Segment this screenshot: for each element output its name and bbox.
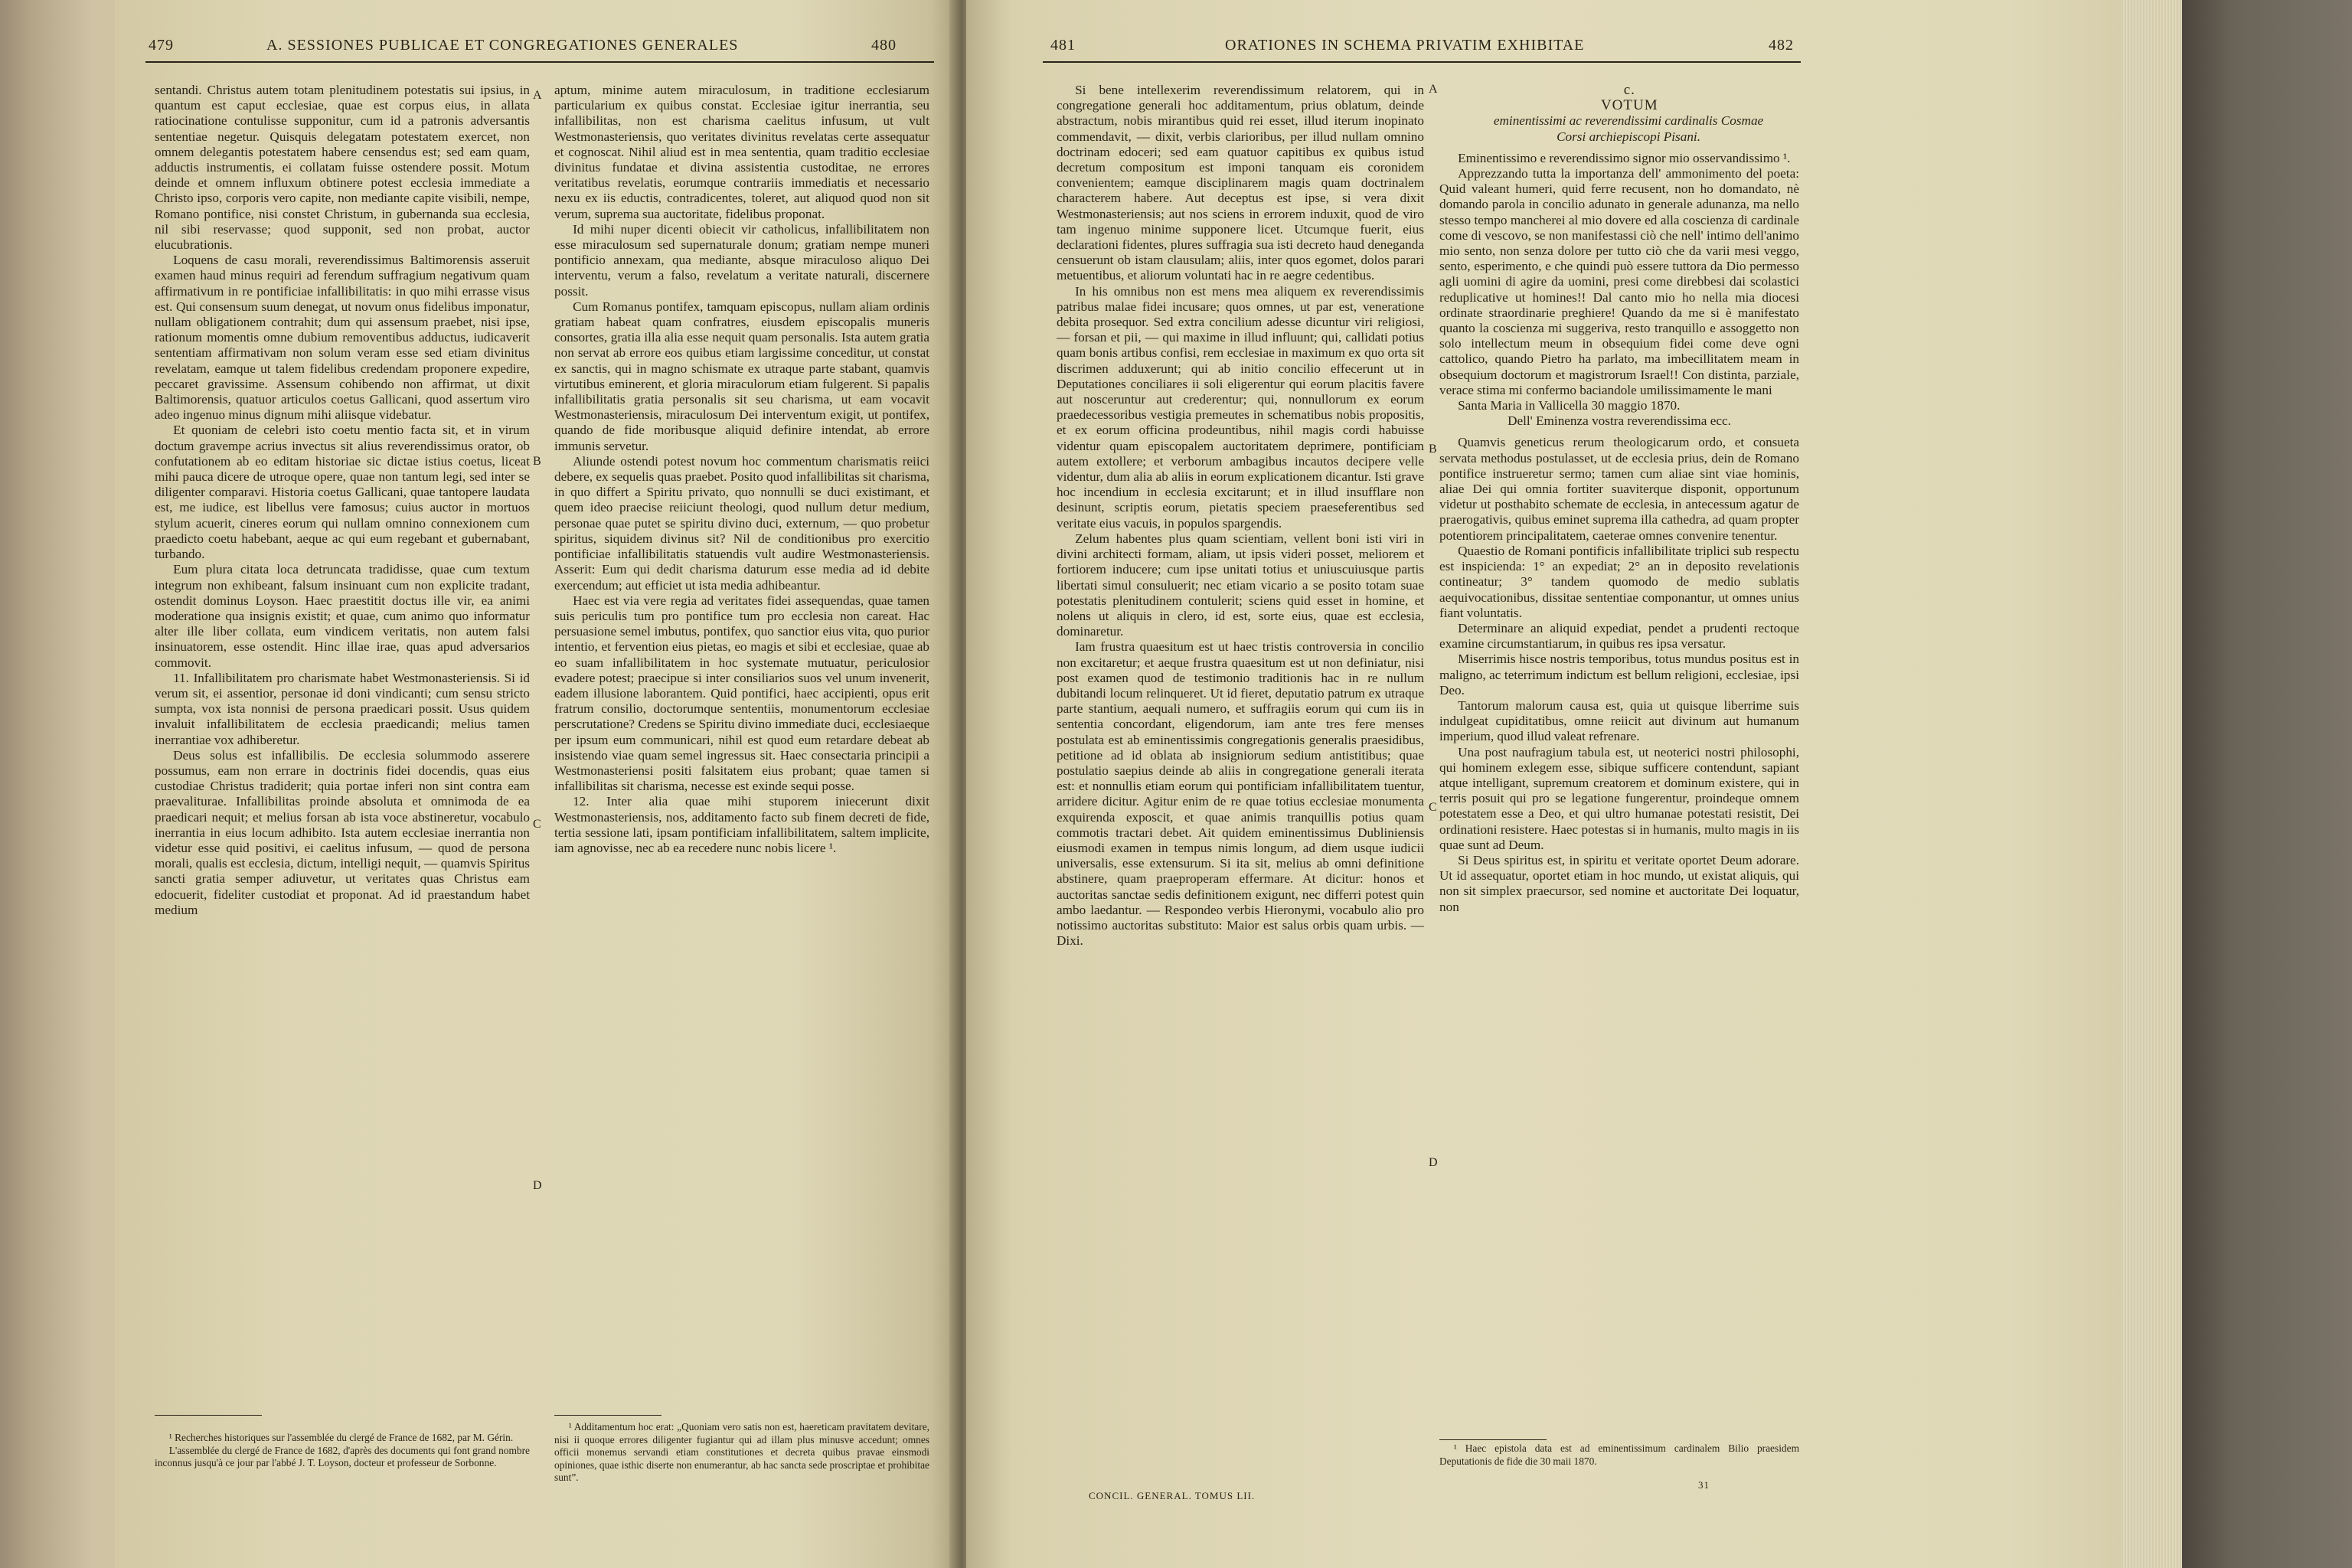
paragraph: Eum plura citata loca detruncata tradidisse, quae cum textum integrum non exhibeant, falsum insinuant cum non explicite tradant, ostendit dominus Loyson. Haec praestitit doctus ille vir, ea animi moderatione qua insignis existit; et quae, cum animo quo informatur alter ille liber collata, eum vindicem veritatis, non autem falsi insinuatorem, esse ostendit. Hinc illae irae, quas apud adversarios commovit. (155, 562, 530, 670)
paragraph: Quamvis geneticus rerum theologicarum ordo, et consueta servata methodus postulasset, ut de ecclesia prius, dein de Romano pontifice instrueretur sermo; tamen cum aliae sint viae hominis, aliae Dei qui omnia fortiter suaviterque disponit, opportunum videtur ut posthabito schemate de ecclesia, in antecessum agatur de praerogativis, quibus eminet suprema illa cathedra, ad quam propter potentiorem principalitatem, caeterae omnes convenire tenentur. (1439, 435, 1799, 543)
footnote-479 (155, 1432, 530, 1470)
footnote-480 (554, 1421, 929, 1485)
page-number-479: 479 (149, 37, 174, 54)
margin-marker-a: A (533, 89, 542, 102)
section-label: c. (1623, 83, 1635, 98)
paragraph: Una post naufragium tabula est, ut neoterici nostri philosophi, qui hominem exlegem esse, sibique sufficere contendunt, sapiant atque intelligant, supremum creatorem et dominum existere, qui in terris posuit qui pro se legatione fungerentur, proindeque omnem potestatem esse a Deo, et qui ultro humanae potestati resistit, Dei ordinationi resistere. Haec potestas si in humanis, multo magis in iis quae sunt ad Deum. (1439, 744, 1799, 852)
dateline: Santa Maria in Vallicella 30 maggio 1870. (1458, 398, 1681, 413)
margin-marker-b: B (533, 455, 541, 468)
table-surface (2182, 0, 2352, 1568)
header-rule (145, 61, 934, 63)
header-rule (1043, 61, 1801, 63)
margin-marker-c: C (533, 818, 541, 831)
votum-subtitle: Corsi archiepiscopi Pisani. (1557, 129, 1701, 144)
paragraph: Miserrimis hisce nostris temporibus, totus mundus positus est in maligno, ac teterrimum indictum est bellum religioni, ecclesiae, ipsi Deo. (1439, 652, 1799, 697)
paragraph: aptum, minime autem miraculosum, in traditione ecclesiarum particularium ex quibus constat. Ecclesiae igitur inerrantia, seu infallibilitas, non est charisma caelitus infusum, ut vult Westmonasteriensis, quo veritates divinitus revelatas certe assequatur et cognoscat. Nihil aliud est in mea sententia, quam traditio ecclesiae divinitus fundatae et divina assistentia custoditae, ne errores veritatibus revelatis, eorumque contrariis immediatis et necessario nexu ex iis eductis, contradicentes, toleret, aut aliquod quod non sit verum, suprema sua auctoritate, fidelibus proponat. (554, 83, 929, 221)
paragraph: Deus solus est infallibilis. De ecclesia solummodo asserere possumus, eam non errare in doctrinis fidei docendis, quas eius custodiae Christus tradiderit; quia portae inferi non sint contra eam praevaliturae. Infallibilitas proinde absoluta et omnimoda de ea praedicari nequit; et melius forsan ab ista voce abstineretur, vocabulo inerrantia in eius locum adhibito. Ista autem ecclesiae inerrantia non videtur esse quid positivi, ei caelitus infusum, — quod de persona morali, qualis est ecclesia, dictum, intelligi nequit, — quamvis Spiritus sancti gratia semper adiuvetur, ut veritates quas Christus eam edocuerit, fideliter custodiat et proponat. Ad id praestandum habet medium (155, 747, 530, 917)
votum-subtitle: eminentissimi ac reverendissimi cardinalis Cosmae (1493, 113, 1764, 129)
paragraph: Aliunde ostendi potest novum hoc commentum charismatis reiici debere, ex sequelis quas praebet. Posito quod infallibilitas sit charisma, in quo differt a Spiritu privato, quo nonnulli se duci existimant, et quem ideo praecise reiiciunt theologi, quod nullum detur medium, personae quae putet se spiritu divino duci, externum, — quo probetur spiritus, siquidem divinus sit? Nil de conditionibus pro exercitio pontificiae infallibilitatis statuendis vult audire Westmonasteriensis. Asserit: Eum qui dedit charisma daturum esse media ad id debite exercendum; aut efficiet ut ista media adhibeantur. (554, 453, 929, 593)
votum-heading: VOTUM (1600, 97, 1658, 114)
footnote-rule (1439, 1439, 1547, 1440)
right-running-title: ORATIONES IN SCHEMA PRIVATIM EXHIBITAE (1225, 37, 1585, 54)
right-page (966, 0, 2121, 1568)
paragraph: Tantorum malorum causa est, quia ut quisque liberrime suis indulgeat cupiditatibus, omne reiicit aut divinum aut humanum imperium, quod illud valeat refrenare. (1439, 697, 1799, 744)
paragraph: Id mihi nuper dicenti obiecit vir catholicus, infallibilitatem non esse miraculosum sed supernaturale donum; gratiam nempe muneri pontificio annexam, qua mediante, absque miraculoso aliquo Dei interventu, verum a falso, revelatum a veritate naturali, discernere possit. (554, 221, 929, 299)
footnote: L'assemblée du clergé de France de 1682, d'après des documents qui font grand nombre inconnus jusqu'à ce jour par l'abbé J. T. Loyson, docteur et professeur de Sorbonne. (155, 1444, 530, 1468)
paragraph: Si bene intellexerim reverendissimum relatorem, qui in congregatione generali hoc additamentum, prius oblatum, deinde abstractum, nobis mirantibus quid rei esset, illud iterum inopinato commendavit, — dixit, verbis clarioribus, per illud nullam omnino doctrinam edoceri; sed eam quatuor capitibus ex quibus istud decretum compositum est imponi tanquam eis coronidem convenientem; eamque disciplinarem magis quam doctrinalem characterem habere. Aut deceptus est ipse, si vera dixit Westmonasteriensis; aut nos sciens in errorem induxit, quod de viro tam ingenuo minime supponere licet. Utcumque fuerit, eius declarationi fidentes, plures suffragia sua isti decreto haud deneganda censuerunt ob istam clausulam; aliis, inter quos egomet, dolos parari metuentibus, et aliorum voluntati hac in re aegre cedentibus. (1057, 83, 1424, 283)
footnote-rule (554, 1415, 662, 1416)
footnote: ¹ Recherches historiques sur l'assemblée du clergé de France de 1682, par M. Gérin. (168, 1432, 514, 1443)
column-480 (554, 83, 929, 1400)
paragraph: Eminentissimo e reverendissimo signor mio osservandissimo ¹. (1458, 150, 1791, 165)
paragraph: Zelum habentes plus quam scientiam, vellent boni isti viri in divini architecti formam, aliam, ut ipsis videri posset, meliorem et fortiorem inducere; cum ipse unitati totius et uniuscuiusque partis libertati simul consuluerit; nec etiam vicario a se posito totam suae potestatis plenitudinem contulerit; sciens quid esset in homine, et nolens ut aliquis in clero, id est, sorte eius, quae est ecclesia, dominaretur. (1057, 531, 1424, 639)
page-edges (2121, 0, 2182, 1568)
paragraph: Cum Romanus pontifex, tamquam episcopus, nullam aliam ordinis gratiam habeat quam confratres, eiusdem episcopalis muneris consortes, gratia illa alia esse nequit quam personalis. Ista autem gratia non servat ab errore eos quibus etiam largissime conceditur, ut constat ex sanctis, qui in magno schismate ex utraque parte stabant, quamvis virtutibus eminerent, et gloria miraculorum etiam fulgerent. Si papalis infallibilitatis gratia personalis sit seu charisma, ut eam vocavit Westmonasteriensis, miraculosum Dei interventum exigit, ut pontifex, quando de fide moribusque aliquid definire intendat, ab errore immunis servetur. (554, 299, 929, 453)
closing-salutation: Dell' Eminenza vostra reverendissima ecc. (1508, 413, 1731, 429)
left-running-title: A. SESSIONES PUBLICAE ET CONGREGATIONES GENERALES (266, 37, 739, 54)
margin-marker-d: D (1429, 1156, 1438, 1169)
sheet-number: 31 (1698, 1479, 1710, 1491)
footnote: ¹ Haec epistola data est ad eminentissimum cardinalem Bilio praesidem Deputationis de fide die 30 maii 1870. (1439, 1442, 1799, 1467)
paragraph: Loquens de casu morali, reverendissimus Baltimorensis asseruit examen haud minus requiri ad ferendum suffragium negativum quam affirmativum in re pontificiae infallibilitatis: in quo mihi errasse visus est. Qui consensum suum denegat, ut novum onus fidelibus imponatur, nullam obligationem contrahit; dum qui assensum praebet, nisi ipse, rationum momentis omne dubium removentibus adductus, iudicaverit sententiam affirmativam non solum veram esse sed etiam divinitus revelatam, eamque ut talem fidelibus credendam proponere expedire, peccaret gravissime. Assensum cohibendo non affirmat, ut dixit Baltimorensis, quatuor articulos coetus Gallicani, quod assertum viro adeo ingenuo minus dignum mihi aliisque videbatur. (155, 253, 530, 423)
paragraph: Haec est via vere regia ad veritates fidei assequendas, quae tamen suis periculis tum pro pontifice tum pro ecclesia non careat. Hac persuasione semel imbutus, pontifex, quo sanctior eius vita, quo purior intentio, et fervention eius pietas, eo magis et sibi et ecclesiae, quae ab eo suam infallibilitatem in hoc systemate mutuatur, periculosior evadere potest; praecipue si inter consiliarios suos vel unum invenerit, eadem illusione laborantem. Quid pontifici, haec accipienti, opus erit fratrum consilio, doctorumque sententiis, monumentorum ecclesiae perscrutatione? Credens se Spiritu divino immediate duci, ecclesiaeque per ipsum eum communicari, nihil est quod eum retardare debeat ab insistendo viae quam semel ingressus sit. Haec consectaria principii a Westmonasteriensi positi falsitatem eius probant; quae tamen si infallibilitas sit charisma, necesse est exinde sequi posse. (554, 593, 929, 794)
paragraph: 12. Inter alia quae mihi stuporem iniecerunt dixit Westmonasteriensis, nos, additamento facto sub finem decreti de fide, tertia sessione lati, ipsam pontificiam infallibilitatem, saltem implicite, iam agnovisse, nec ab ea recedere nunc nobis licere ¹. (554, 794, 929, 855)
paragraph: sentandi. Christus autem totam plenitudinem potestatis sui ipsius, in quantum est caput ecclesiae, quae est corpus eius, in allata ratiocinatione contulisse supponitur, cum id a patronis adversantis sententiae negetur. Quisquis delegatam potestatem exercet, non omnem delegantis potestatem habere censendus est; sed eam quam, adductis instrumentis, ei collatam fuisse ostendere possit. Motum deinde et omnem influxum obtinere potest ecclesia immediate a Christo ipso, corporis vero capite, non mediante capite visibili, nempe, Romano pontifice, nisi constet Christum, in gubernanda sua ecclesia, nil sibi reservasse; quod supponit, sed non probat, auctor elucubrationis. (155, 83, 530, 253)
paragraph: Si Deus spiritus est, in spiritu et veritate oportet Deum adorare. Ut id assequatur, oportet etiam in hoc mundo, ut existat aliquis, qui non sit simplex praecursor, sed nomine et auctoritate Dei loquatur, non (1439, 852, 1799, 914)
paragraph: Et quoniam de celebri isto coetu mentio facta sit, et in virum doctum gravempe acrius invectus sit alius reverendissimus orator, ob confutationem ab eo editam historiae sic dictae istius coetus, liceat mihi pauca dicere de utroque opere, quae non tantum legi, sed inter se diligenter comparavi. Historia coetus Gallicani, quae tantopere laudata est, me iudice, est libellus vere famosus; cuius auctor in mortuos stylum acuerit, cineres eorum qui nullam omnino connexionem cum praedicto coetu habebant, aeque ac qui eum regebant et gubernabant, turbando. (155, 423, 530, 562)
page-number-480: 480 (871, 37, 897, 54)
footnote: ¹ Additamentum hoc erat: „Quoniam vero satis non est, haereticam pravitatem devitare, nisi ii quoque errores diligenter fugiantur qui ad illam plus minusve accedunt; omnes officii monemus servandi etiam constitutiones et decreta quibus pravae einsmodi opiniones, quae isthic diserte non enumerantur, ab hac sancta sede proscriptae et prohibitae sunt”. (554, 1421, 929, 1483)
margin-marker-b: B (1429, 443, 1437, 456)
paragraph: Iam frustra quaesitum est ut haec tristis controversia in concilio non excitaretur; et aeque frustra quaesitum est ut non definiatur, nisi post examen quod de testimonio traditionis hac in re nullum dubitandi locum relinqueret. Ut id fieret, deputatio patrum ex utraque parte stantium, aequali numero, et suffragiis eorum qui cum iis in sententia concordant, eligendorum, iam ante tres fere menses postulata est ab eminentissimis congregationis generalis praesidibus, petitione ad id oblata ab insigniorum sedium antistitibus; quae postulatio saepius deinde ab aliis in congregatione generali iterata est: et nonnullis etiam eorum qui pontificiam infallibilitatem tuentur, arridere dicitur. Agitur enim de re quae totius ecclesiae monumenta exquirenda exposcit, et quae animis tranquillis potius quam commotis tractari debet. Ait quidem eminentissimus Dubliniensis eiusmodi examen in tempus nimis longum, ad diem usque iudicii universalis, esse extensurum. Si ita sit, melius ab omni definitione abstinere, quam praeproperam effermare. At dicitur: honos et auctoritas sanctae sedis definitionem exigunt, nec differri potest quin ambo laedantur. — Respondeo verbis Hieronymi, vocabulo alio pro notissimo auctoritas substituto: Maior est salus orbis quam urbis. — Dixi. (1057, 639, 1424, 949)
margin-marker-c: C (1429, 801, 1437, 814)
column-482 (1439, 83, 1799, 1438)
page-number-482: 482 (1769, 37, 1794, 54)
footnote-482 (1439, 1442, 1799, 1468)
margin-marker-a: A (1429, 83, 1438, 96)
margin-marker-d: D (533, 1179, 542, 1192)
left-page (115, 0, 956, 1568)
page-number-481: 481 (1050, 37, 1076, 54)
column-479 (155, 83, 530, 1400)
footnote-rule (155, 1415, 262, 1416)
paragraph: 11. Infallibilitatem pro charismate habet Westmonasteriensis. Si id verum sit, ei assentior, personae id doni vindicanti; cum sensu stricto sumpta, vox ista nonnisi de persona praedicari possit. Usus quidem invaluit infallibilitatem de ecclesia praedicandi; melius tamen inerrantiae vox adhiberetur. (155, 670, 530, 747)
column-481 (1057, 83, 1424, 1484)
paragraph: Determinare an aliquid expediat, pendet a prudenti rectoque examine circumstantiarum, in quibus res ipsa versatur. (1439, 620, 1799, 652)
paragraph: Quaestio de Romani pontificis infallibilitate triplici sub respectu est inspicienda: 1° an expediat; 2° an in deposito revelationis contineatur; 3° tandem quomodo de medio sublatis aequivocationibus, dissitae sententiae componantur, ut omnes unius fiant voluntatis. (1439, 543, 1799, 620)
printer-signature: CONCIL. GENERAL. TOMUS LII. (1089, 1490, 1256, 1501)
paragraph: Apprezzando tutta la importanza dell' ammonimento del poeta: Quid valeant humeri, quid ferre recusent, non ho domandato, nè domando parola in concilio adunato in generale adunanza, ma nello stesso tempo mancherei al mio dovere ed alla coscienza di cardinale come di vescovo, se non manifestassi ciò che nell' intimo dell'animo mio sento, non senza dolore per tutto ciò che da varii mesi veggo, sento, esperimento, e che quindi può essere tuttora da Dio permesso agli uomini di agire da uomini, presi come direbbesi dai scolastici reduplicative ut homines!! Dal canto mio ho nella mia diocesi ordinate straordinarie preghiere! Quando da me si è manifestato quanto la coscienza mi suggeriva, resto tranquillo e assoggetto non solo intellectum meum in obsequium fidei come deve ogni cattolico, quando Pietro ha parlato, ma imbecillitatem meam in obsequium doctorum et magistrorum Israel!! Con distinta, parziale, verace stima mi confermo baciandole umilissimamente le mani (1439, 166, 1799, 397)
paragraph: In his omnibus non est mens mea aliquem ex reverendissimis patribus malae fidei incusare; quos omnes, ut par est, veneratione debita prosequor. Sed extra concilium adesse dicuntur viri religiosi, — forsan et pii, — qui maxime in illud influunt; qui, callidati potius quam bonis artibus confisi, rem ecclesiae in maximum ex quo orta sit discrimen adduxerunt; qui ab initio concilio effecerunt ut in Deputationes conciliares ii soli eligerentur qui eorum placitis favere aut nosceruntur aut crederentur; qui, nonnullorum ex eorum praedecessoribus vestigia premeutes in schematibus nobis propositis, et ex eorum officina prodeuntibus, nihil magis cordi habuisse videntur quam episcopalem auctoritatem deprimere, pontificiam autem extollere; et verborum ambagibus incautos decipere velle videntur, dum alia ab aliis in eorum explicationem dicantur. Isti grave hoc incendium in ecclesia excitarunt; et in illud insufflare non desinunt, scriptis eorum, pietatis speciem praeseferentibus sed veritate eius vacuis, in populos spargendis. (1057, 283, 1424, 531)
